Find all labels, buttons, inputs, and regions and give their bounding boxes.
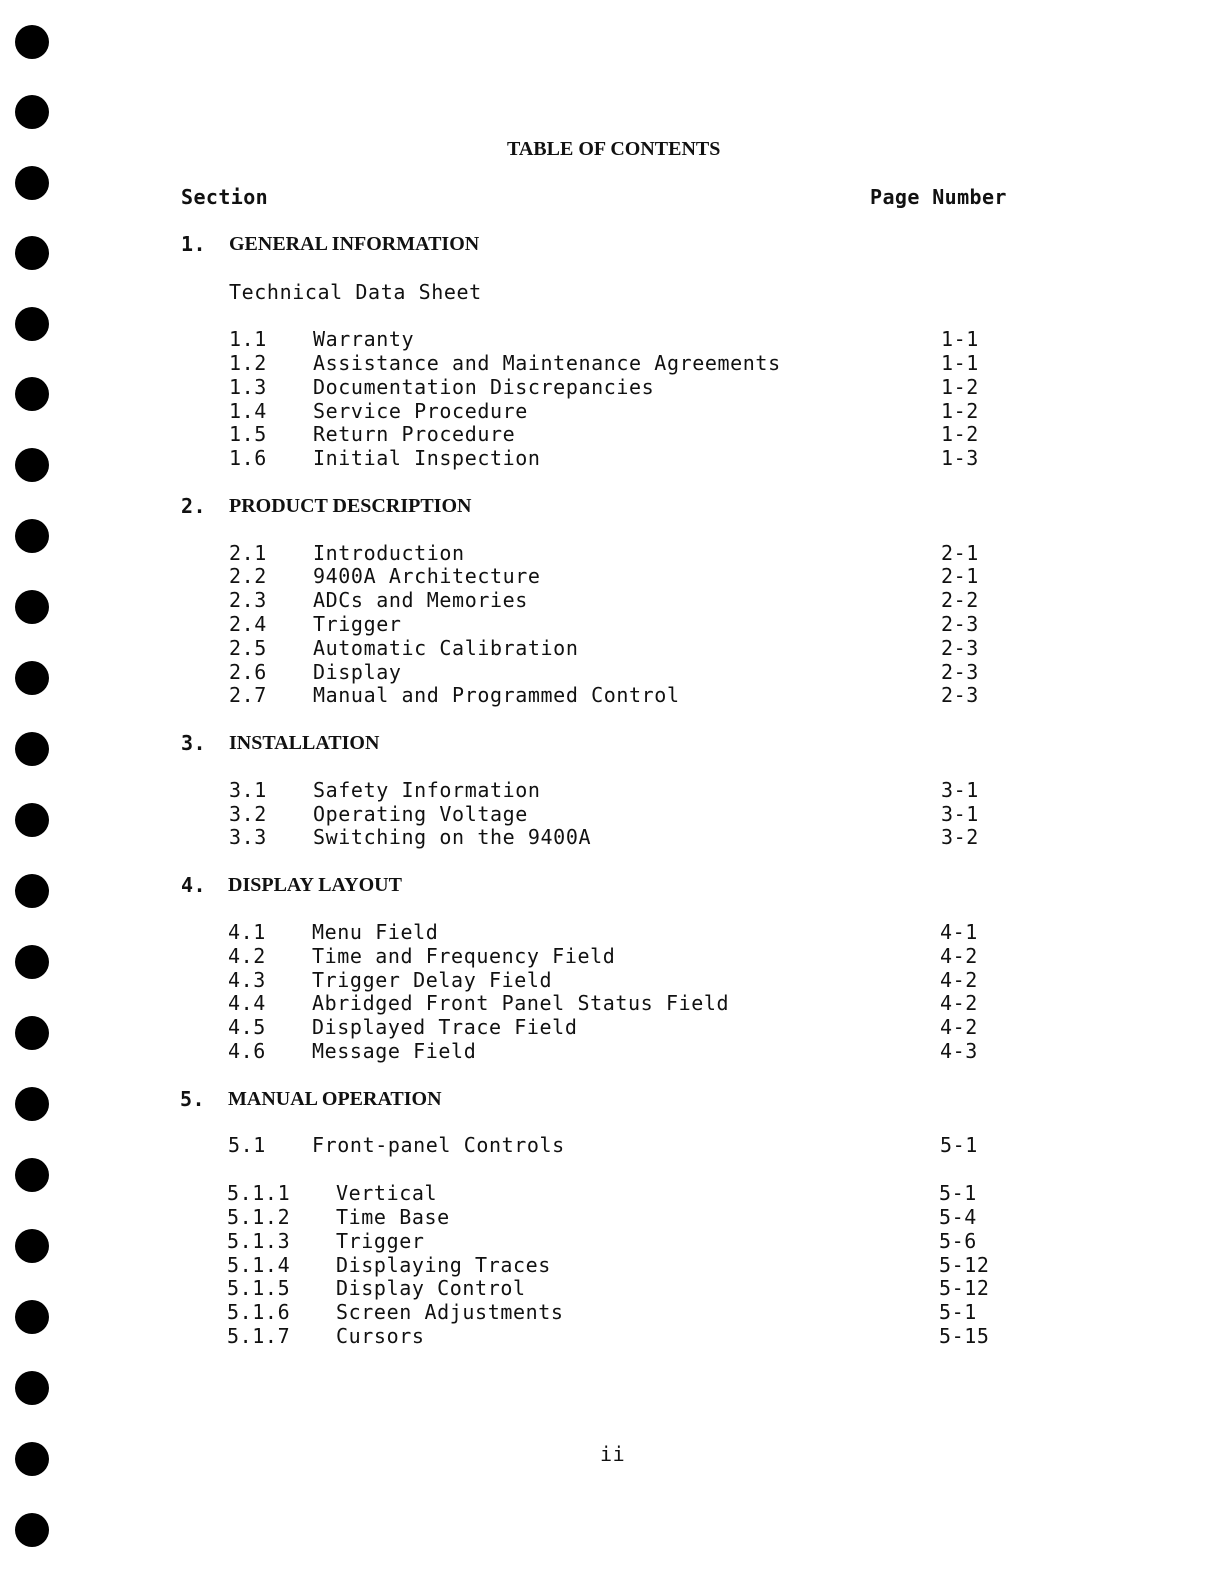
punch-hole <box>15 874 49 908</box>
toc-entry-title: Displayed Trace Field <box>312 1015 578 1039</box>
toc-entry-page: 4-1 <box>940 920 978 944</box>
punch-hole <box>15 1442 49 1476</box>
toc-subentry-page: 5-6 <box>939 1229 977 1253</box>
punch-hole <box>15 1371 49 1405</box>
section-number: 4. <box>181 873 206 897</box>
toc-subentry-page: 5-1 <box>939 1300 977 1324</box>
toc-entry-page: 1-1 <box>941 327 979 351</box>
page-number: ii <box>600 1442 626 1466</box>
section-title: PRODUCT DESCRIPTION <box>229 495 472 517</box>
toc-subentry-title: Screen Adjustments <box>336 1300 564 1324</box>
toc-entry-title: Service Procedure <box>313 399 528 423</box>
punch-hole <box>15 945 49 979</box>
toc-entry-page: 1-1 <box>941 351 979 375</box>
toc-entry-page: 3-2 <box>941 825 979 849</box>
toc-subentry-title: Vertical <box>336 1181 438 1205</box>
toc-entry-title: Display <box>313 660 402 684</box>
toc-entry-title: Initial Inspection <box>313 446 541 470</box>
toc-entry-title: Documentation Discrepancies <box>313 375 655 399</box>
toc-entry-page: 1-2 <box>941 375 979 399</box>
section-intro: Technical Data Sheet <box>229 280 482 304</box>
toc-subentry-number: 5.1.4 <box>227 1253 291 1277</box>
toc-entry-number: 5.1 <box>228 1133 266 1157</box>
toc-entry-number: 2.3 <box>229 588 267 612</box>
toc-entry-number: 4.2 <box>228 944 266 968</box>
section-number: 2. <box>181 494 206 518</box>
toc-entry-page: 3-1 <box>941 802 979 826</box>
toc-entry-page: 1-3 <box>941 446 979 470</box>
punch-hole <box>15 25 49 59</box>
toc-entry-title: Front-panel Controls <box>312 1133 565 1157</box>
toc-entry-title: Operating Voltage <box>313 802 528 826</box>
page-number-column-header: Page Number <box>870 185 1007 209</box>
toc-entry-page: 2-3 <box>941 683 979 707</box>
toc-entry-title: Manual and Programmed Control <box>313 683 680 707</box>
punch-hole <box>15 1016 49 1050</box>
section-title: MANUAL OPERATION <box>228 1088 442 1110</box>
toc-entry-number: 3.1 <box>229 778 267 802</box>
toc-entry-page: 2-3 <box>941 612 979 636</box>
section-number: 1. <box>181 232 206 256</box>
punch-hole <box>15 1229 49 1263</box>
toc-subentry-number: 5.1.1 <box>227 1181 291 1205</box>
toc-entry-number: 4.3 <box>228 968 266 992</box>
toc-subentry-number: 5.1.2 <box>227 1205 291 1229</box>
toc-entry-number: 2.2 <box>229 564 267 588</box>
toc-entry-title: Trigger <box>313 612 402 636</box>
punch-hole <box>15 590 49 624</box>
punch-hole <box>15 732 49 766</box>
toc-entry-title: Introduction <box>313 541 465 565</box>
toc-subentry-page: 5-12 <box>939 1253 990 1277</box>
punch-hole <box>15 448 49 482</box>
toc-entry-number: 2.7 <box>229 683 267 707</box>
toc-entry-page: 4-2 <box>940 1015 978 1039</box>
toc-entry-number: 4.5 <box>228 1015 266 1039</box>
punch-hole <box>15 1513 49 1547</box>
toc-entry-title: 9400A Architecture <box>313 564 541 588</box>
toc-entry-page: 1-2 <box>941 399 979 423</box>
toc-entry-number: 2.1 <box>229 541 267 565</box>
toc-entry-title: Abridged Front Panel Status Field <box>312 991 730 1015</box>
toc-entry-page: 2-3 <box>941 660 979 684</box>
punch-hole <box>15 661 49 695</box>
punch-hole <box>15 1087 49 1121</box>
toc-entry-page: 4-2 <box>940 944 978 968</box>
toc-entry-title: Warranty <box>313 327 415 351</box>
toc-entry-number: 2.5 <box>229 636 267 660</box>
toc-subentry-page: 5-1 <box>939 1181 977 1205</box>
section-number: 5. <box>180 1087 205 1111</box>
toc-entry-number: 3.3 <box>229 825 267 849</box>
toc-entry-title: Message Field <box>312 1039 477 1063</box>
toc-subentry-number: 5.1.3 <box>227 1229 291 1253</box>
toc-entry-page: 4-3 <box>940 1039 978 1063</box>
toc-subentry-page: 5-4 <box>939 1205 977 1229</box>
toc-entry-page: 4-2 <box>940 968 978 992</box>
toc-subentry-number: 5.1.7 <box>227 1324 291 1348</box>
toc-entry-number: 4.1 <box>228 920 266 944</box>
punch-hole <box>15 803 49 837</box>
toc-subentry-title: Displaying Traces <box>336 1253 551 1277</box>
toc-subentry-number: 5.1.5 <box>227 1276 291 1300</box>
section-title: INSTALLATION <box>229 732 380 754</box>
toc-entry-page: 2-2 <box>941 588 979 612</box>
punch-hole <box>15 1158 49 1192</box>
punch-hole <box>15 166 49 200</box>
toc-subentry-title: Time Base <box>336 1205 450 1229</box>
toc-entry-title: Menu Field <box>312 920 439 944</box>
toc-entry-title: Return Procedure <box>313 422 516 446</box>
toc-entry-title: Safety Information <box>313 778 541 802</box>
toc-entry-number: 1.4 <box>229 399 267 423</box>
toc-entry-page: 5-1 <box>940 1133 978 1157</box>
punch-hole <box>15 95 49 129</box>
toc-entry-page: 1-2 <box>941 422 979 446</box>
toc-entry-page: 2-1 <box>941 541 979 565</box>
toc-entry-title: Automatic Calibration <box>313 636 579 660</box>
punch-hole <box>15 519 49 553</box>
section-title: DISPLAY LAYOUT <box>228 874 402 896</box>
toc-entry-page: 2-3 <box>941 636 979 660</box>
toc-entry-title: Switching on the 9400A <box>313 825 592 849</box>
punch-hole <box>15 377 49 411</box>
toc-subentry-number: 5.1.6 <box>227 1300 291 1324</box>
section-title: GENERAL INFORMATION <box>229 233 480 255</box>
punch-hole <box>15 1300 49 1334</box>
toc-entry-page: 3-1 <box>941 778 979 802</box>
toc-entry-page: 4-2 <box>940 991 978 1015</box>
punch-hole <box>15 236 49 270</box>
toc-subentry-title: Cursors <box>336 1324 425 1348</box>
toc-entry-number: 1.6 <box>229 446 267 470</box>
toc-entry-title: Time and Frequency Field <box>312 944 616 968</box>
section-column-header: Section <box>181 185 269 209</box>
toc-subentry-title: Display Control <box>336 1276 526 1300</box>
toc-entry-title: Assistance and Maintenance Agreements <box>313 351 781 375</box>
toc-subentry-title: Trigger <box>336 1229 425 1253</box>
toc-entry-number: 2.6 <box>229 660 267 684</box>
toc-subentry-page: 5-12 <box>939 1276 990 1300</box>
toc-entry-page: 2-1 <box>941 564 979 588</box>
toc-entry-number: 4.6 <box>228 1039 266 1063</box>
toc-entry-number: 2.4 <box>229 612 267 636</box>
punch-hole <box>15 307 49 341</box>
toc-entry-number: 4.4 <box>228 991 266 1015</box>
toc-entry-title: Trigger Delay Field <box>312 968 553 992</box>
toc-entry-number: 3.2 <box>229 802 267 826</box>
toc-entry-number: 1.2 <box>229 351 267 375</box>
toc-subentry-page: 5-15 <box>939 1324 990 1348</box>
page-title: TABLE OF CONTENTS <box>507 138 721 160</box>
toc-entry-number: 1.5 <box>229 422 267 446</box>
toc-entry-title: ADCs and Memories <box>313 588 528 612</box>
section-number: 3. <box>181 731 206 755</box>
toc-entry-number: 1.1 <box>229 327 267 351</box>
toc-entry-number: 1.3 <box>229 375 267 399</box>
